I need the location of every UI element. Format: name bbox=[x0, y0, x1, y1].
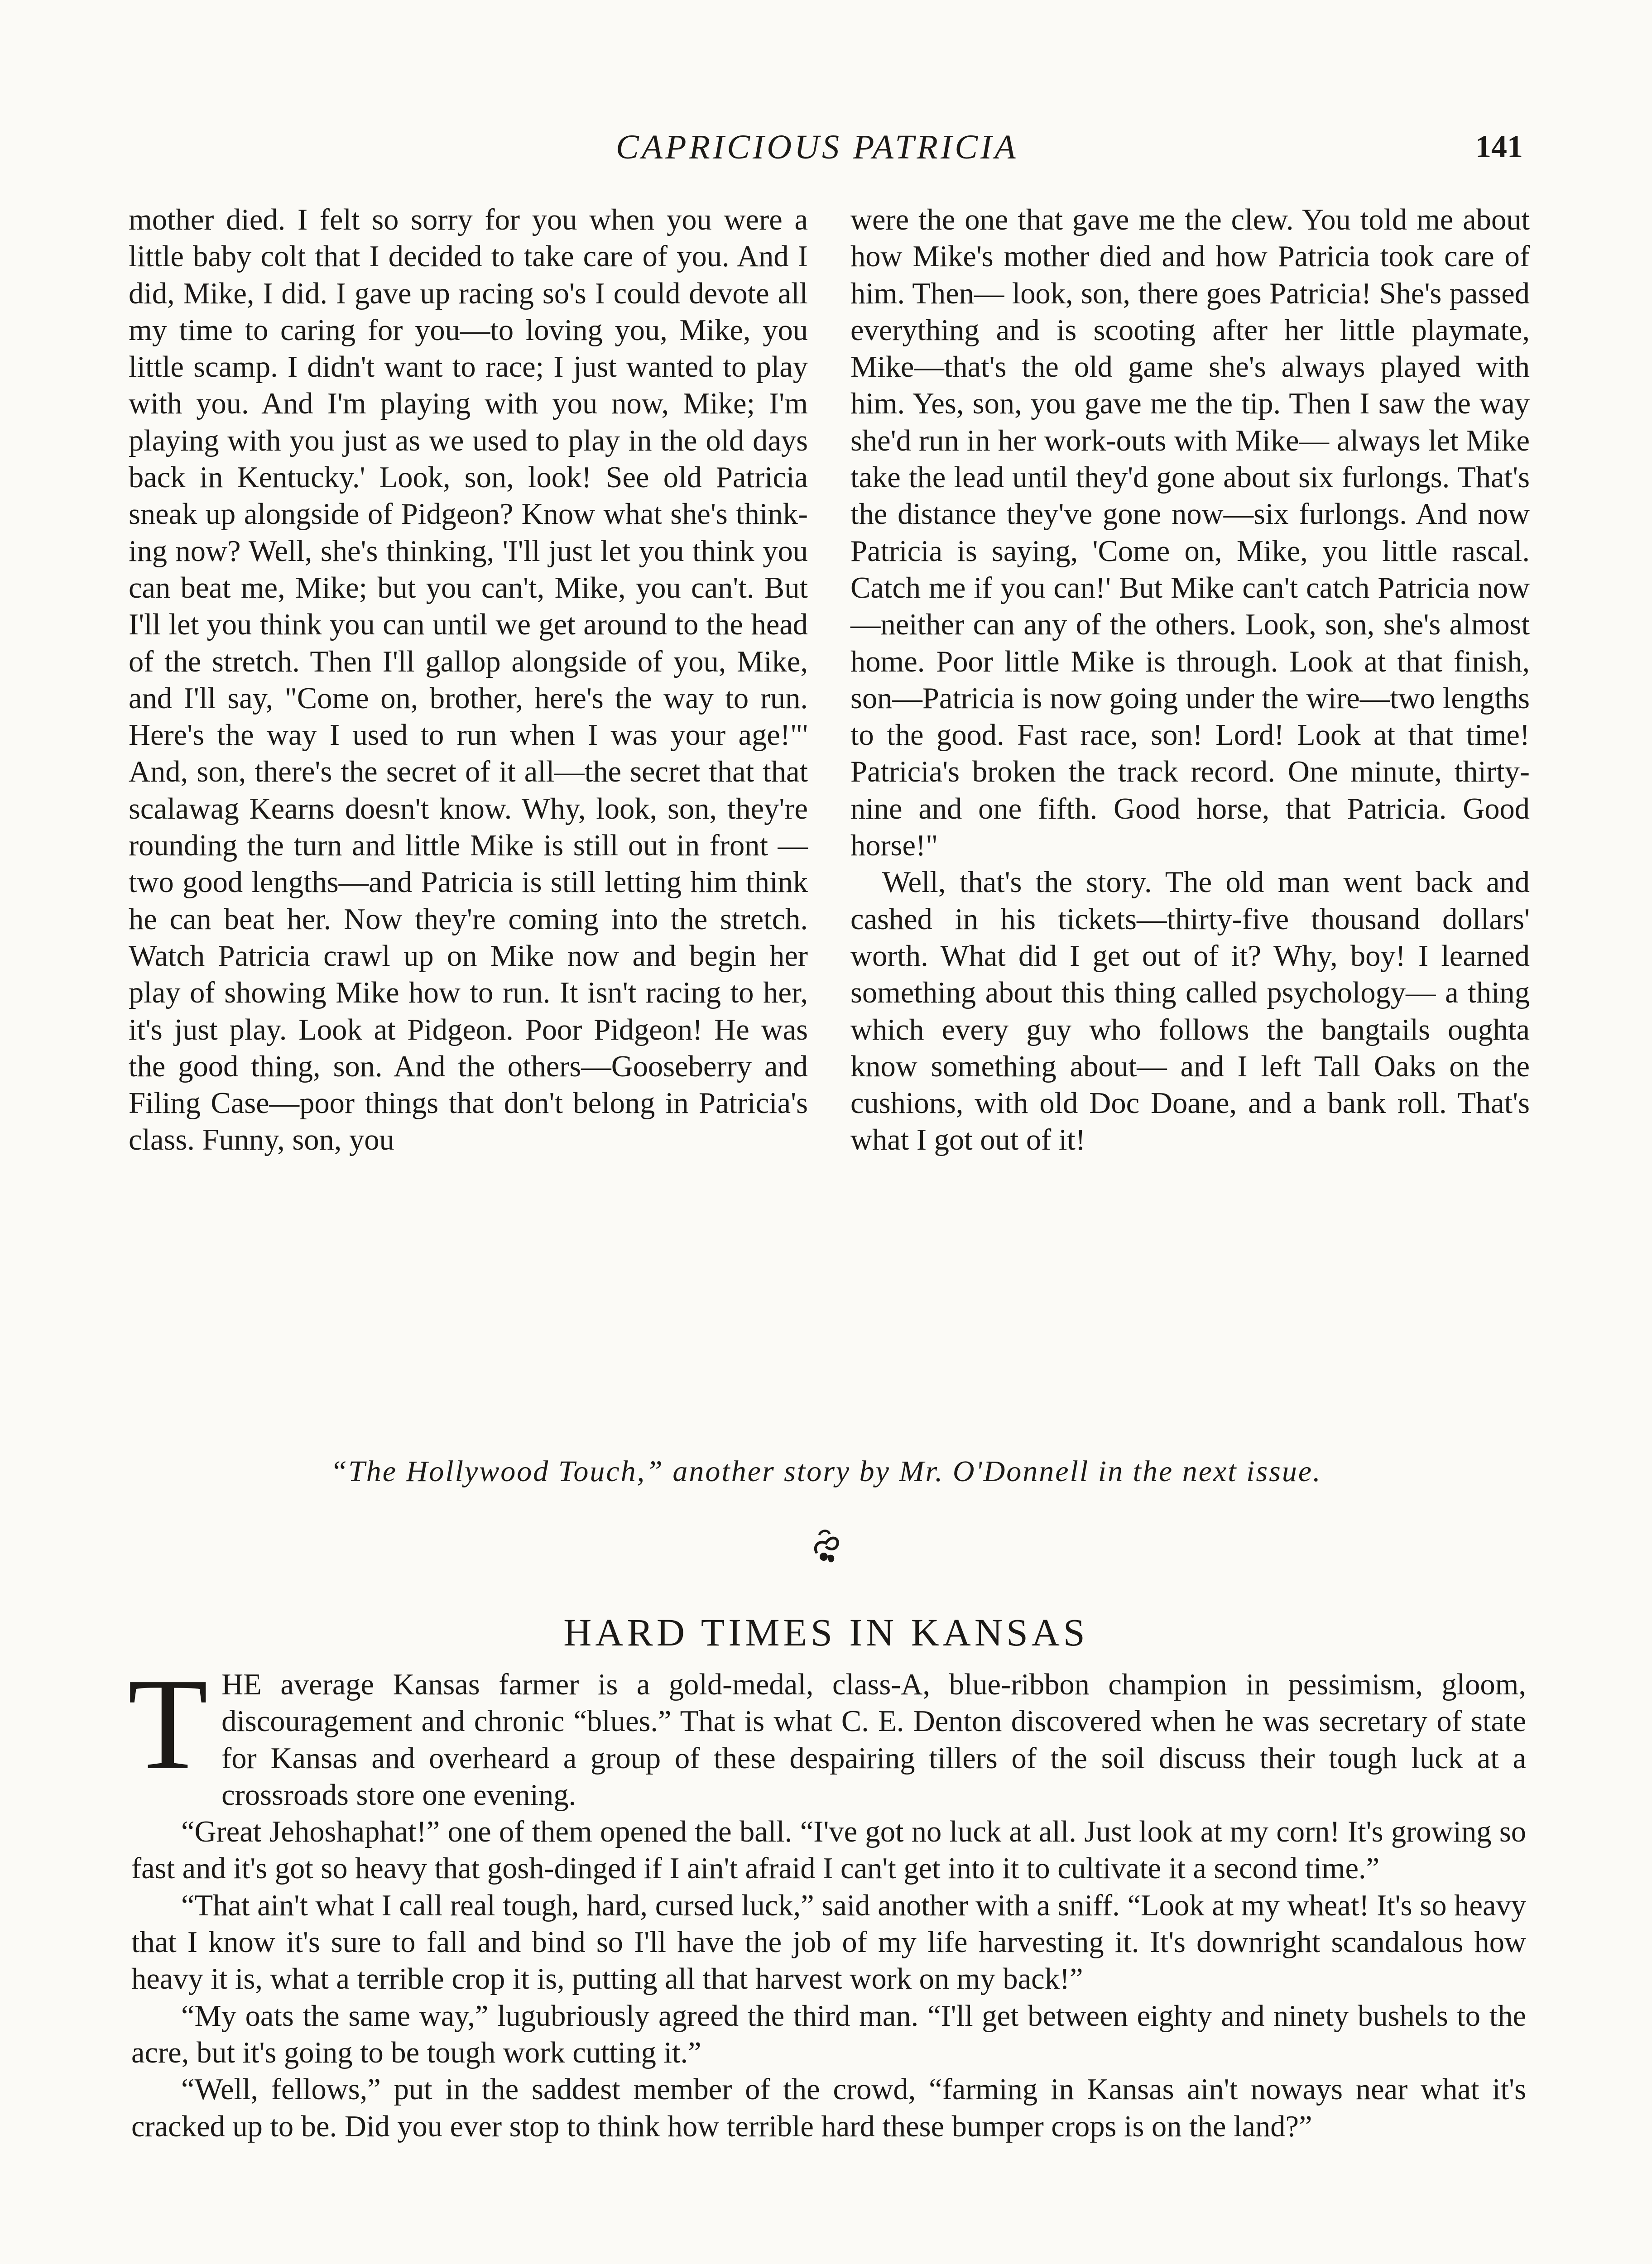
drop-cap: T bbox=[128, 1651, 208, 1797]
story-first-paragraph bbox=[128, 1651, 1526, 1813]
left-column-paragraph: mother died. I felt so sorry for you when you were a little baby colt that I decided to take care of you. And I did, Mike, I did. I gave up racing so's I could devote all my time to caring for you—to loving you, Mike, you little scamp. I didn't want to race; I just wanted to play with you. And I'm playing with you now, Mike; I'm playing with you just as we used to play in the old days back in Kentucky.' Look, son, look! See old Patricia sneak up alongside of Pidgeon? Know what she's thinking now? Well, she's thinking, 'I'll just let you think you can beat me, Mike; but you can't, Mike, you can't. But I'll let you think you can until we get around to the head of the stretch. Then I'll gallop alongside of you, Mike, and I'll say, "Come on, brother, here's the way to run. Here's the way I used to run when I was your age!"' And, son, there's the secret of it all—the secret that that scalawag Kearns doesn't know. Why, look, son, they're rounding the turn and little Mike is still out in front —two good lengths—and Patricia is still letting him think he can beat her. Now they're coming into the stretch. Watch Patricia crawl up on Mike now and begin her play of showing Mike how to run. It isn't racing to her, it's just play. Look at Pidgeon. Poor Pidgeon! He was the good thing, son. And the others—Gooseberry and Filing Case—poor things that don't belong in Patricia's class. Funny, son, you bbox=[129, 203, 808, 1157]
floral-ornament-icon bbox=[803, 1521, 849, 1567]
left-column bbox=[129, 201, 808, 1159]
running-title: CAPRICIOUS PATRICIA bbox=[616, 128, 1018, 166]
story-title: HARD TIMES IN KANSAS bbox=[563, 1611, 1089, 1654]
story-paragraph: “My oats the same way,” lugubriously agreed the third man. “I'll get between eighty and ninety bushels to the acre, but it's going to be tough work cutting it.” bbox=[131, 1999, 1526, 2069]
first-paragraph-text: HE average Kansas farmer is a gold-medal, class-A, blue-ribbon champion in pessimism, gloom, discouragement and chronic “blues.” That is what C. E. Denton discovered when he was secretary of state for Kansas and overheard a group of these despairing tillers of the soil discuss their tough luck at a crossroads store one evening. bbox=[221, 1668, 1526, 1812]
page-number: 141 bbox=[1475, 130, 1523, 164]
story-paragraph: “That ain't what I call real tough, hard, cursed luck,” said another with a sniff. “Look at my wheat! It's so heavy that I know it's sure to fall and bind so I'll have the job of my life harvesting it. It's downright scandalous how heavy it is, what a terrible crop it is, putting all that harvest work on my back!” bbox=[131, 1889, 1526, 1996]
next-issue-teaser: “The Hollywood Touch,” another story by Mr. O'Donnell in the next issue. bbox=[330, 1455, 1322, 1488]
story-paragraph: “Well, fellows,” put in the saddest member of the crowd, “farming in Kansas ain't noways near what it's cracked up to be. Did you ever stop to think how terrible hard these bumper crops is on the land?” bbox=[131, 2073, 1526, 2143]
page-header bbox=[0, 122, 1652, 172]
right-column bbox=[850, 201, 1530, 1159]
right-column-paragraph: were the one that gave me the clew. You told me about how Mike's mother died and how Patricia took care of him. Then— look, son, there goes Patricia! She's passed everything and is scooting after her little playmate, Mike—that's the old game she's always played with him. Yes, son, you gave me the tip. Then I saw the way she'd run in her work-outs with Mike— always let Mike take the lead until they'd gone about six furlongs. That's the distance they've gone now—six furlongs. And now Patricia is saying, 'Come on, Mike, you little rascal. Catch me if you can!' But Mike can't catch Patricia now—neither can any of the others. Look, son, she's almost home. Poor little Mike is through. Look at that finish, son—Patricia is now going under the wire—two lengths to the good. Fast race, son! Lord! Look at that time! Patricia's broken the track record. One minute, thirty-nine and one fifth. Good horse, that Patricia. Good horse!" bbox=[850, 203, 1530, 863]
right-column-paragraph: Well, that's the story. The old man went back and cashed in his tickets—thirty-five thousand dollars' worth. What did I get out of it? Why, boy! I learned something about this thing called psychology— a thing which every guy who follows the bangtails oughta know something about— and I left Tall Oaks on the cushions, with old Doc Doane, and a bank roll. That's what I got out of it! bbox=[850, 866, 1530, 1157]
story-body bbox=[128, 1651, 1526, 2145]
story-paragraph: “Great Jehoshaphat!” one of them opened the ball. “I've got no luck at all. Just look at my corn! It's growing so fast and it's got so heavy that gosh-dinged if I ain't afraid I can't get into it to cultivate it a second time.” bbox=[131, 1815, 1526, 1885]
